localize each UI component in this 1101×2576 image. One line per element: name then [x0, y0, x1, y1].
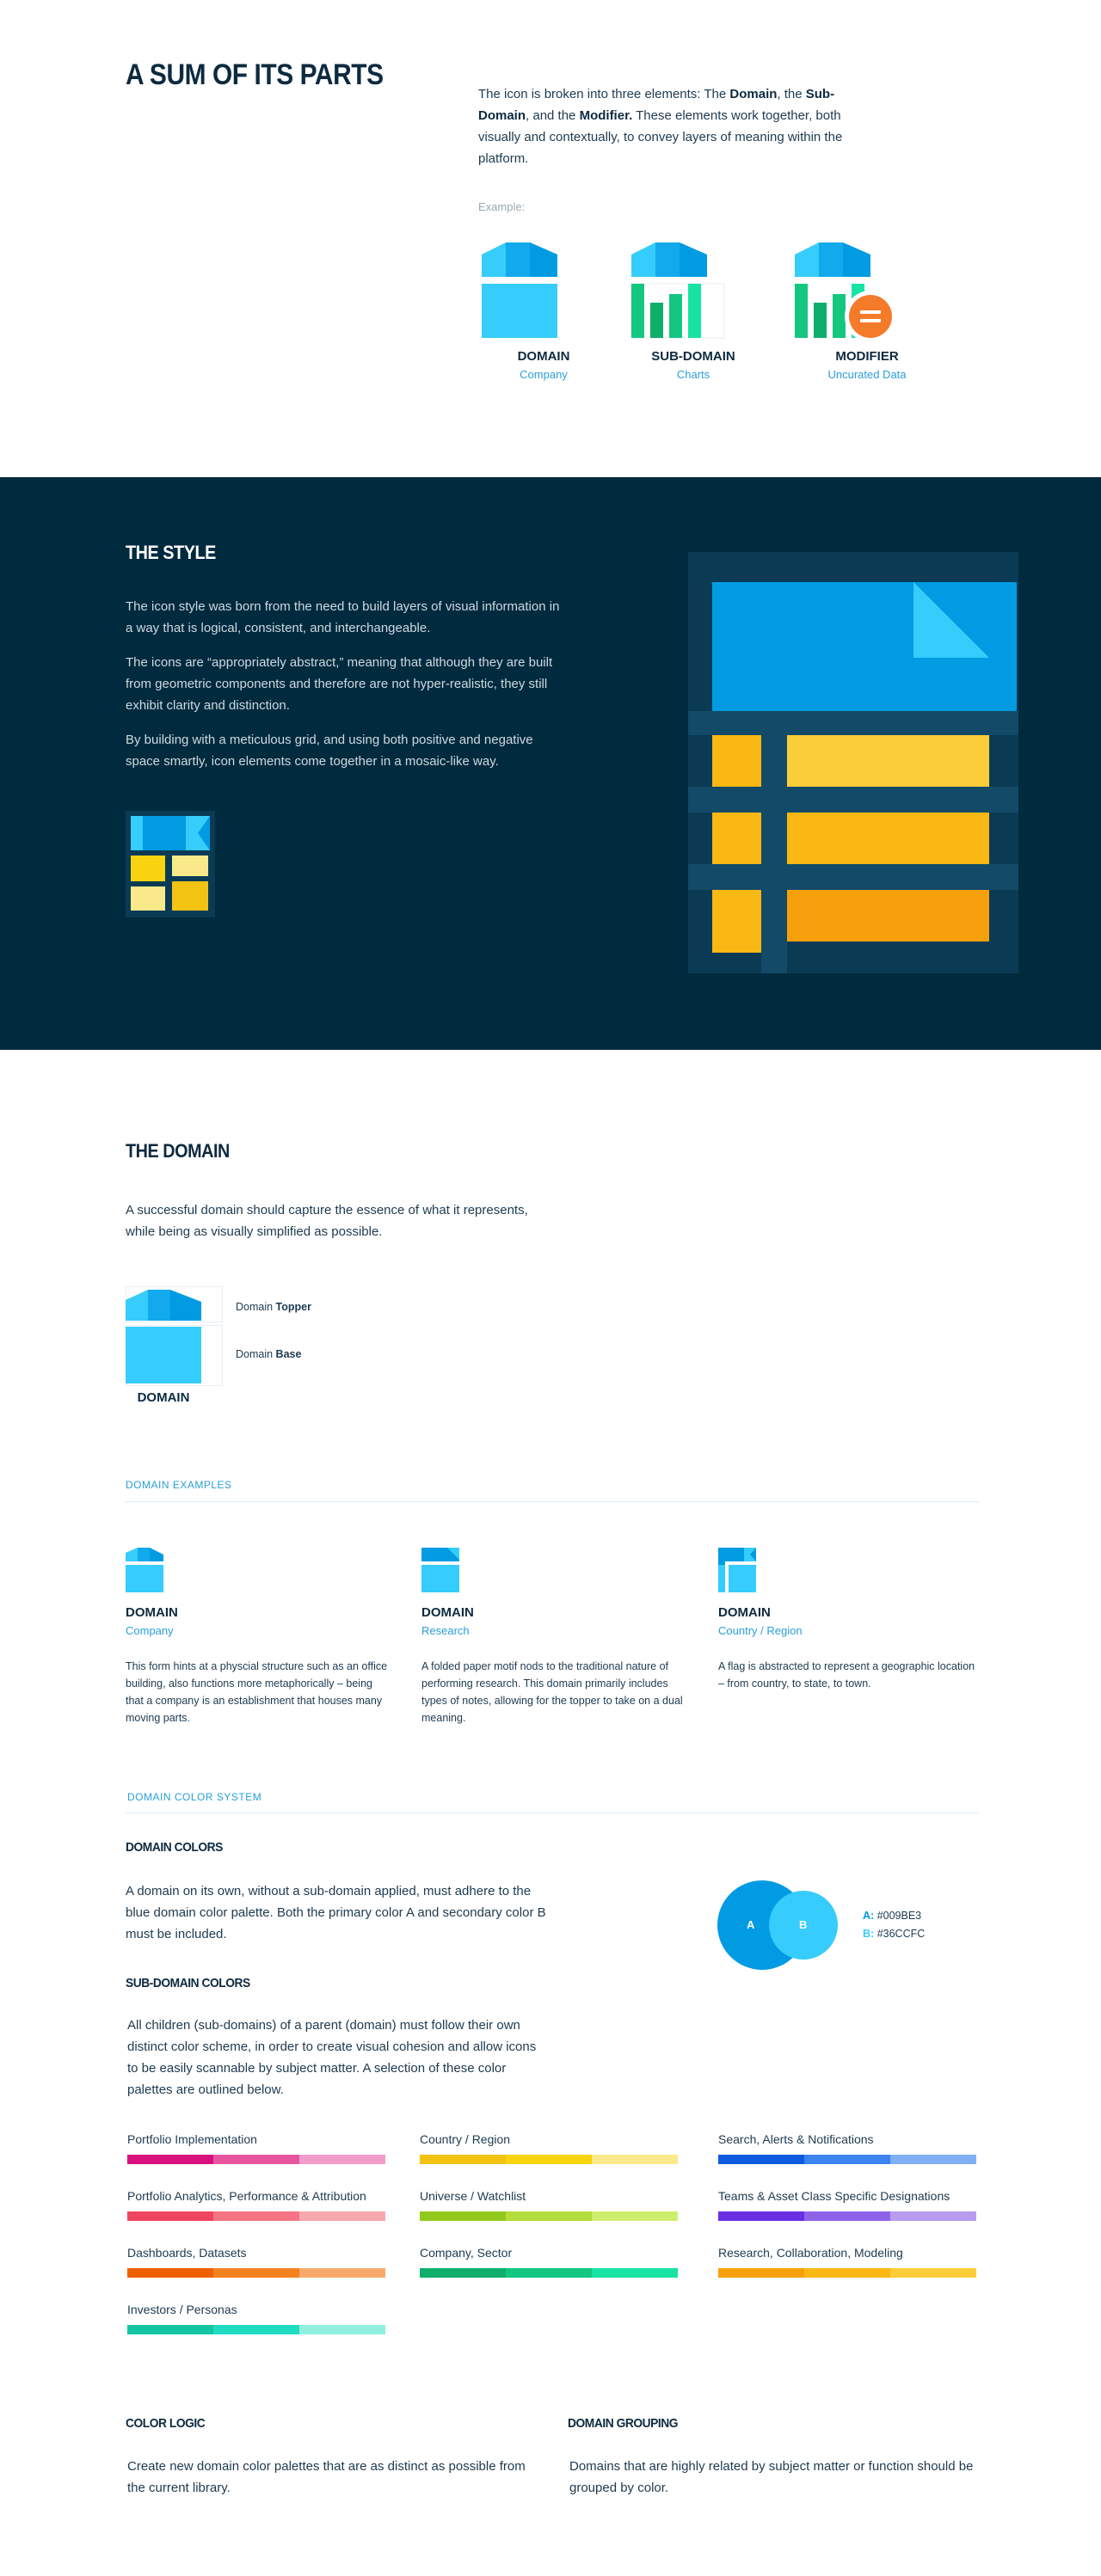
color-b-row [863, 1928, 925, 1940]
intro-text-2: , the [777, 87, 806, 101]
style-paragraph-1: The icon style was born from the need to build layers of visual information in a way that is logical, consistent, and interchangeable. [126, 599, 560, 635]
base-label-bold: Base [275, 1348, 302, 1360]
color-b-value: #36CCFC [876, 1928, 926, 1940]
example-1-title: DOMAIN [517, 349, 570, 364]
palette-swatch [213, 2268, 299, 2278]
palette-swatch [299, 2211, 385, 2221]
palette-swatch-bar [127, 2155, 385, 2164]
domain-title: THE DOMAIN [126, 1140, 230, 1162]
palette-swatch-bar [420, 2155, 678, 2164]
topper-label-text: Domain [236, 1301, 276, 1313]
domain-example-3-desc: A flag is abstracted to represent a geographic location – from country, to state, to town. [718, 1660, 975, 1690]
example-1-sub: Company [520, 368, 568, 381]
intro-text-3: , and the [526, 108, 580, 123]
palette-swatch [804, 2155, 890, 2164]
research-domain-icon [421, 1546, 461, 1594]
domain-example-3-title: DOMAIN [718, 1605, 771, 1620]
palette-label: Search, Alerts & Notifications [718, 2132, 874, 2146]
domain-anatomy-diagram [126, 1286, 224, 1388]
palette-swatch [804, 2211, 890, 2221]
palette-swatch-bar [718, 2268, 976, 2278]
palette-swatch [299, 2155, 385, 2164]
domain-colors-title: DOMAIN COLORS [126, 1840, 223, 1855]
intro-bold-domain: Domain [729, 87, 778, 101]
palette-swatch [718, 2211, 804, 2221]
example-2-sub: Charts [676, 368, 710, 381]
subdomain-example-icon [630, 241, 726, 340]
domain-color-system-label: DOMAIN COLOR SYSTEM [127, 1791, 262, 1803]
palette-swatch [127, 2325, 213, 2334]
domain-grouping-title: DOMAIN GROUPING [568, 2416, 679, 2431]
style-paragraph-2: The icons are “appropriately abstract,” meaning that although they are built from geometric components and therefore are not hyper-realistic, they still exhibit clarity and distinction. [126, 655, 553, 713]
style-title: THE STYLE [126, 542, 216, 563]
example-3-title: MODIFIER [835, 349, 899, 364]
domain-base-label [236, 1346, 301, 1363]
modifier-example-icon [793, 241, 896, 340]
palette-swatch-bar [718, 2155, 976, 2164]
domain-color-circles [717, 1879, 855, 1973]
palette-swatch [592, 2268, 678, 2278]
palette-label: Investors / Personas [127, 2303, 237, 2316]
domain-example-1-title: DOMAIN [126, 1605, 178, 1620]
color-a-label: A: [863, 1910, 875, 1922]
example-3-sub: Uncurated Data [827, 368, 907, 381]
domain-colors-desc: A domain on its own, without a sub-domain applied, must adhere to the blue domain color palette. Both the primary color A and secondary color B must be included. [126, 1884, 546, 1941]
color-a-row [863, 1910, 921, 1922]
palette-swatch [127, 2268, 213, 2278]
palette-swatch [804, 2268, 890, 2278]
palette-label: Company, Sector [420, 2246, 513, 2260]
company-domain-icon [126, 1546, 165, 1594]
palette-label: Dashboards, Datasets [127, 2246, 247, 2260]
palette-swatch [127, 2211, 213, 2221]
large-notes-grid-illustration [688, 552, 1018, 973]
domain-example-2-title: DOMAIN [421, 1605, 474, 1620]
palette-swatch [299, 2268, 385, 2278]
subdomain-colors-desc: All children (sub-domains) of a parent (domain) must follow their own distinct color scheme, in order to create visual cohesion and allow icons to be easily scannable by subject matter. A selection of these color palettes are outlined below. [127, 2018, 537, 2097]
domain-grouping-desc: Domains that are highly related by subject matter or function should be grouped by color. [569, 2459, 974, 2495]
color-a-value: #009BE3 [876, 1910, 922, 1922]
intro-section [0, 0, 1101, 477]
color-logic-title: COLOR LOGIC [126, 2416, 206, 2431]
domain-example-2-sub: Research [421, 1624, 470, 1637]
domain-example-1-desc: This form hints at a physcial structure such as an office building, also functions more metaphorically – being that a company is an establishment that houses many moving parts. [126, 1660, 388, 1724]
color-logic-desc: Create new domain color palettes that are as distinct as possible from the current library. [127, 2459, 526, 2495]
intro-bold-subdomain: Sub-Domain [478, 87, 835, 123]
style-paragraph-3: By building with a meticulous grid, and using both positive and negative space smartly, icon elements come together in a mosaic-like way. [126, 733, 533, 769]
intro-bold-modifier: Modifier. [579, 108, 633, 123]
palette-swatch-bar [718, 2211, 976, 2221]
palette-swatch [299, 2325, 385, 2334]
palette-swatch [506, 2211, 592, 2221]
palette-swatch [213, 2325, 299, 2334]
palette-swatch [890, 2211, 976, 2221]
section-divider [126, 1812, 979, 1813]
country-region-domain-icon [718, 1546, 758, 1594]
palette-label: Portfolio Implementation [127, 2132, 257, 2146]
circle-b-label: B [799, 1918, 808, 1931]
palette-swatch-bar [420, 2268, 678, 2278]
domain-example-icon [480, 241, 559, 340]
intro-text-4: These elements work together, both visually and contextually, to convey layers of meaning within the platform. [478, 108, 843, 166]
palette-swatch [213, 2211, 299, 2221]
circle-a-label: A [747, 1918, 755, 1931]
palette-swatch-bar [420, 2211, 678, 2221]
example-2-title: SUB-DOMAIN [651, 349, 735, 364]
palette-swatch [718, 2268, 804, 2278]
intro-paragraph [478, 83, 870, 169]
palette-swatch [890, 2155, 976, 2164]
palette-swatch [592, 2155, 678, 2164]
domain-topper-label [236, 1298, 311, 1316]
palette-swatch-bar [127, 2325, 385, 2334]
palette-swatch [213, 2155, 299, 2164]
subdomain-colors-title: SUB-DOMAIN COLORS [126, 1976, 250, 1990]
palette-swatch [890, 2268, 976, 2278]
palette-swatch [127, 2155, 213, 2164]
color-b-label: B: [863, 1928, 875, 1940]
palette-swatch [420, 2211, 506, 2221]
domain-example-2-desc: A folded paper motif nods to the traditional nature of performing research. This domain primarily includes types of notes, allowing for the topper to take on a dual meaning. [421, 1660, 683, 1724]
palette-swatch [592, 2211, 678, 2221]
domain-intro: A successful domain should capture the essence of what it represents, while being as visually simplified as possible. [126, 1203, 528, 1239]
example-label: Example: [478, 200, 526, 213]
palette-label: Country / Region [420, 2132, 511, 2146]
base-label-text: Domain [236, 1348, 276, 1360]
palette-label: Research, Collaboration, Modeling [718, 2246, 903, 2260]
small-notes-grid-icon [126, 811, 215, 917]
domain-examples-label: DOMAIN EXAMPLES [126, 1479, 232, 1491]
section-divider [126, 1501, 979, 1502]
palette-label: Universe / Watchlist [420, 2189, 526, 2203]
palette-label: Teams & Asset Class Specific Designations [718, 2189, 950, 2203]
intro-text-1: The icon is broken into three elements: The [478, 87, 730, 101]
palette-swatch [506, 2155, 592, 2164]
palette-swatch-bar [127, 2268, 385, 2278]
domain-example-1-sub: Company [126, 1624, 174, 1637]
domain-example-3-sub: Country / Region [718, 1624, 803, 1637]
palette-swatch [420, 2268, 506, 2278]
palette-swatch-bar [127, 2211, 385, 2221]
palette-swatch [506, 2268, 592, 2278]
style-section [0, 477, 1101, 1050]
palette-label: Portfolio Analytics, Performance & Attribution [127, 2189, 366, 2203]
palette-swatch [420, 2155, 506, 2164]
palette-swatch [718, 2155, 804, 2164]
intro-title: A SUM OF ITS PARTS [126, 58, 384, 91]
domain-diagram-caption: DOMAIN [137, 1390, 190, 1405]
topper-label-bold: Topper [275, 1301, 311, 1313]
